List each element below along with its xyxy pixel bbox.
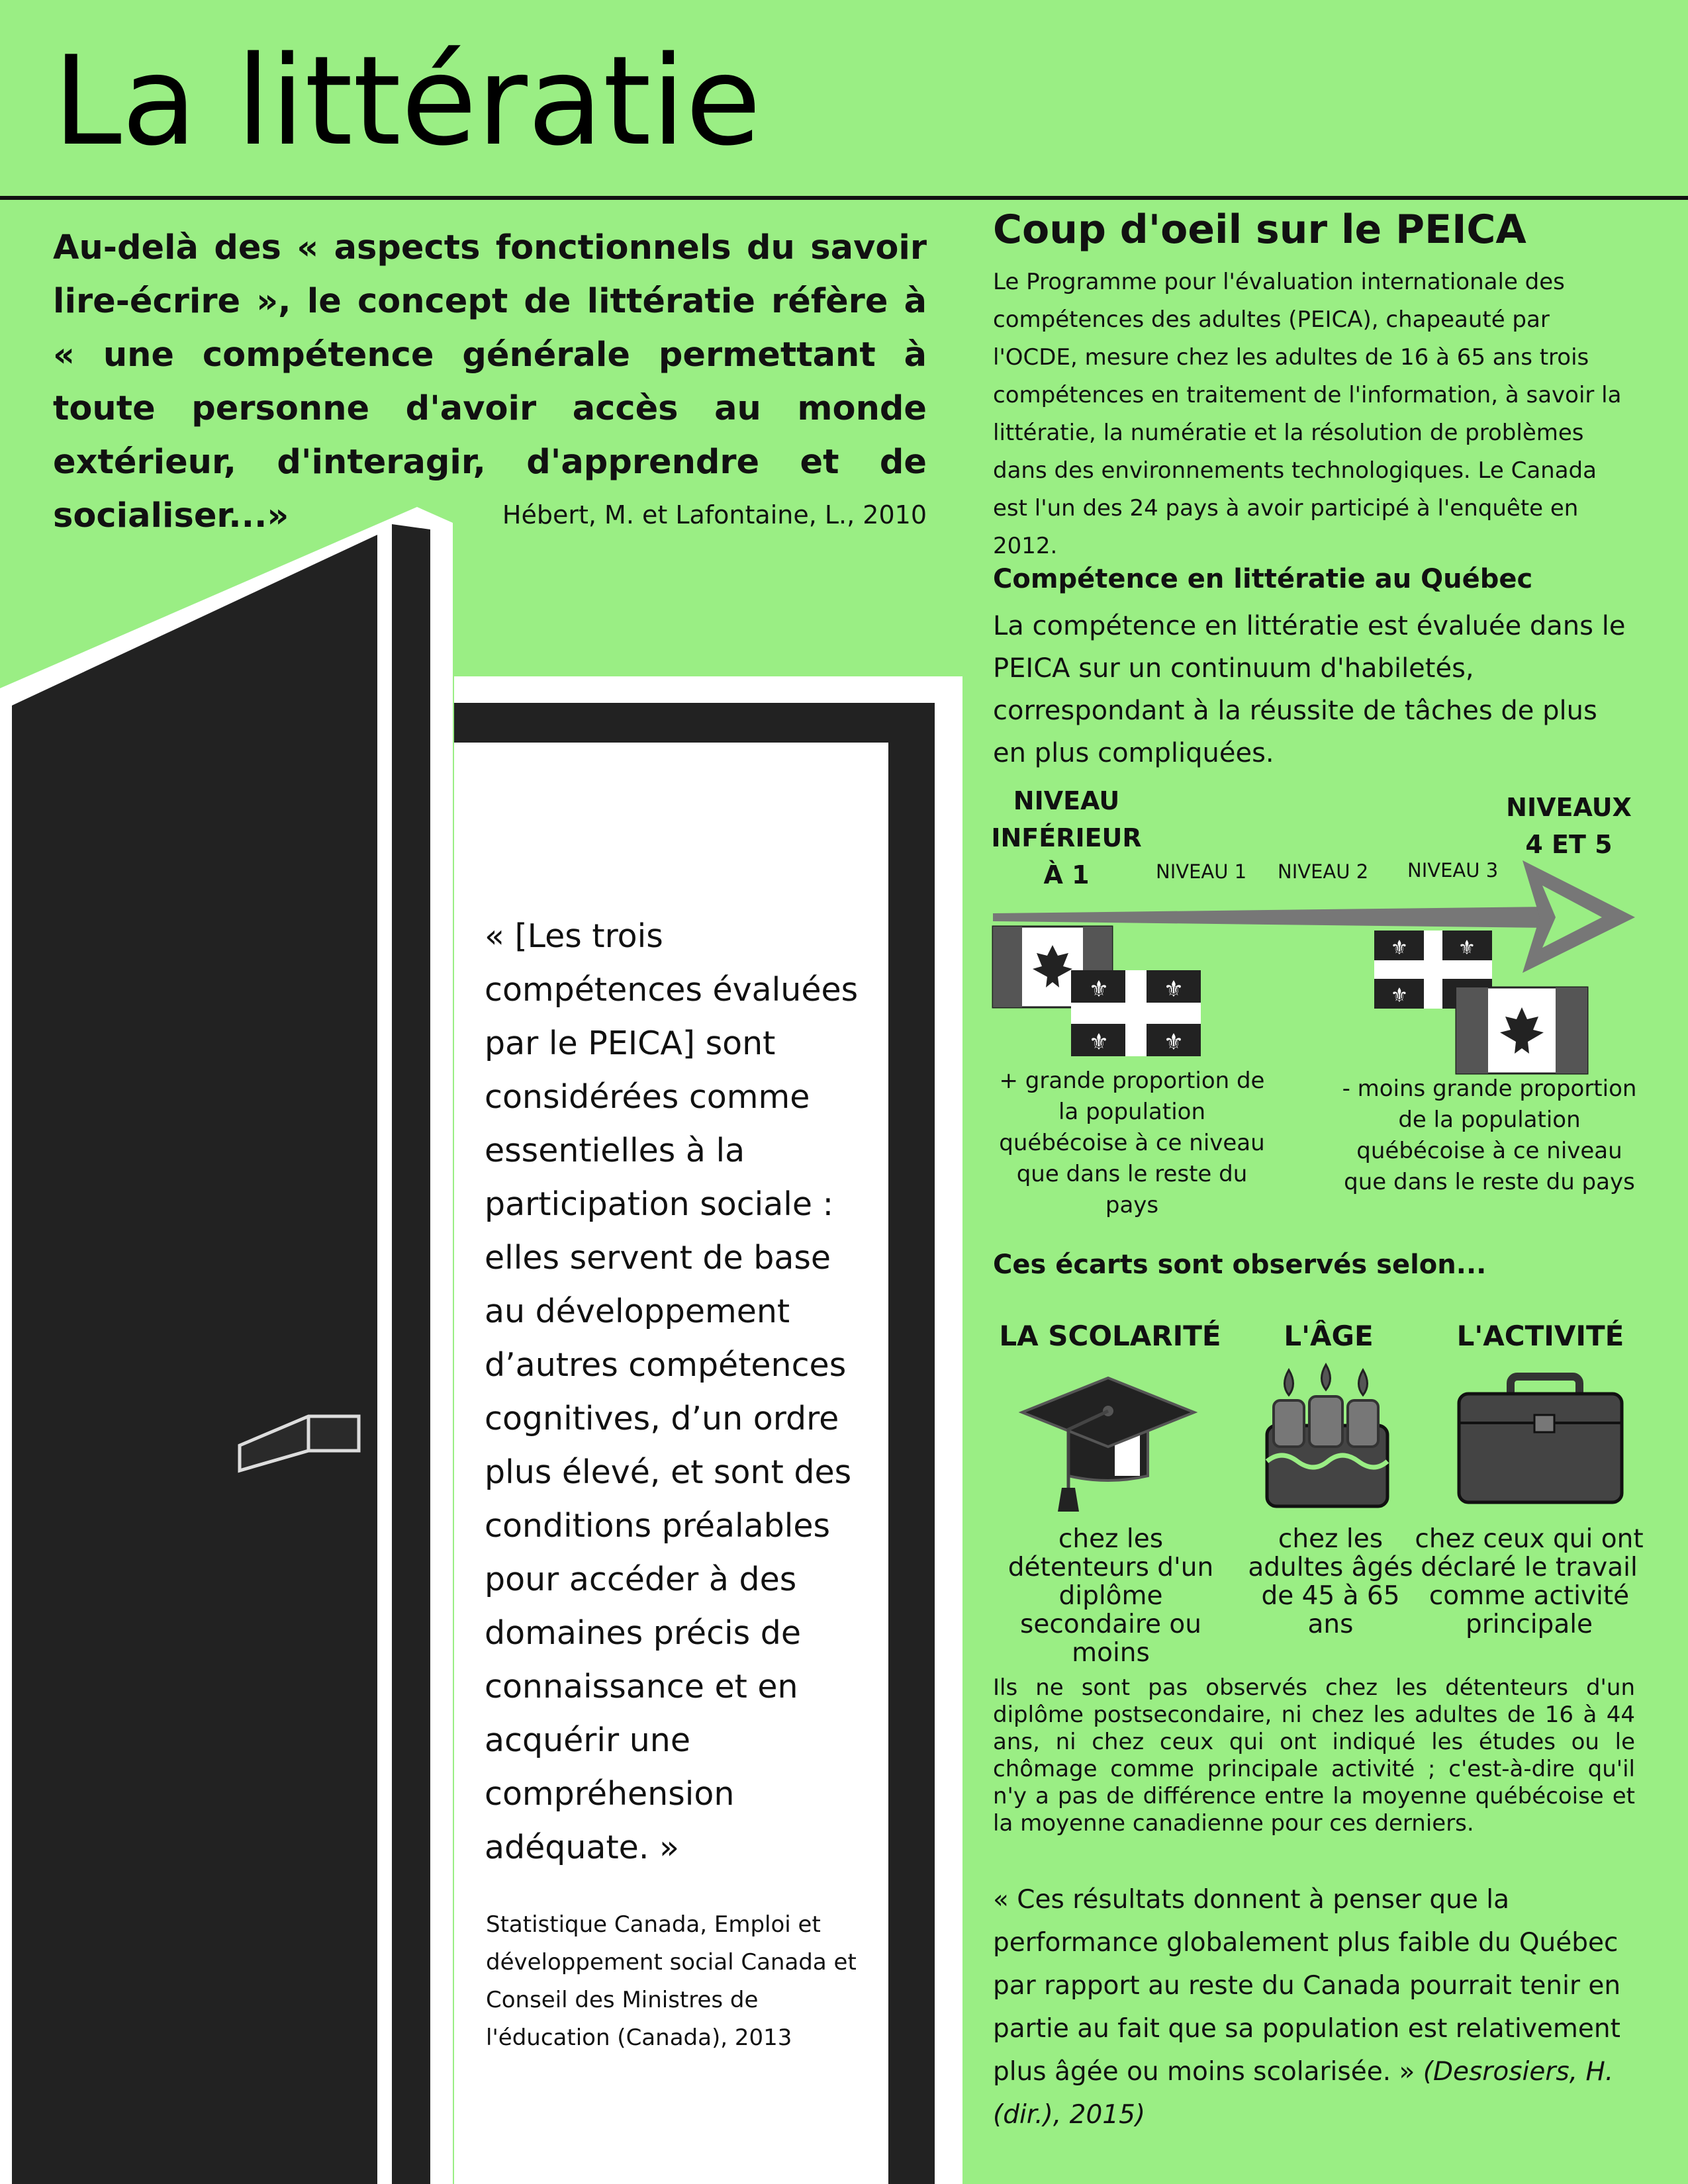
canada-flag-icon bbox=[1456, 987, 1587, 1073]
level-4-5-label: NIVEAUX 4 ET 5 bbox=[1506, 793, 1632, 859]
svg-text:⚜: ⚜ bbox=[1458, 936, 1476, 960]
factor-activity-text: chez ceux qui ont déclaré le travail comme activité principale bbox=[1415, 1524, 1644, 1639]
level-3-label: NIVEAU 3 bbox=[1407, 859, 1499, 882]
factor-age-text: chez les adultes âgés de 45 à 65 ans bbox=[1248, 1524, 1413, 1639]
title-divider bbox=[0, 196, 1688, 200]
graduation-cap-icon bbox=[1022, 1378, 1194, 1512]
quebec-flag-icon bbox=[1071, 970, 1201, 1056]
factor-education-text: chez les détenteurs d'un diplôme secondaire ou moins bbox=[1008, 1524, 1214, 1668]
svg-text:⚜: ⚜ bbox=[1390, 936, 1409, 960]
intro-citation: Hébert, M. et Lafontaine, L., 2010 bbox=[502, 500, 927, 529]
level-below-1-label: NIVEAU INFÉRIEUR À 1 bbox=[991, 786, 1142, 889]
factor-activity-title: L'ACTIVITÉ bbox=[1456, 1320, 1624, 1352]
door-edge bbox=[392, 524, 430, 2184]
door-citation: Statistique Canada, Emploi et développement social Canada et Conseil des Ministres de l'éducation (Canada), 2013 bbox=[486, 1911, 857, 2051]
intro-quote: Au-delà des « aspects fonctionnels du savoir lire-écrire », le concept de littératie réfère à « une compétence générale permettant à toute personne d'avoir accès au monde extérieur, d'interagir, d'apprendre et de socialiser...» bbox=[53, 228, 927, 535]
door-quote: « [Les trois compétences évaluées par le PEICA] sont considérées comme essentielles à la participation sociale : elles servent de base au développement d’autres compétences cognitives, d’un ordre plus élevé, et sont des conditions préalables pour accéder à des domaines précis de connaissance et en acquérir une compréhension adéquate. » bbox=[485, 917, 859, 1866]
final-quote bbox=[993, 1878, 1628, 2136]
level-1-label: NIVEAU 1 bbox=[1156, 860, 1247, 883]
factor-icons bbox=[980, 1357, 1642, 1522]
final-quote-text: « Ces résultats donnent à penser que la performance globalement plus faible du Québec par rapport au reste du Canada pourrait tenir en partie au fait que sa population est relativement plus âgée ou moins scolarisée. » bbox=[993, 1885, 1621, 2087]
high-level-note: - moins grande proportion de la population québécoise à ce niveau que dans le reste du pays bbox=[1342, 1075, 1637, 1195]
factor-education-title: LA SCOLARITÉ bbox=[999, 1320, 1221, 1352]
briefcase-icon bbox=[1459, 1377, 1622, 1502]
svg-text:⚜: ⚜ bbox=[1163, 976, 1184, 1003]
svg-text:⚜: ⚜ bbox=[1390, 984, 1409, 1007]
factors-heading: Ces écarts sont observés selon... bbox=[993, 1250, 1487, 1280]
door-leaf bbox=[12, 535, 377, 2184]
level-2-label: NIVEAU 2 bbox=[1278, 860, 1369, 883]
low-level-note: + grande proportion de la population québécoise à ce niveau que dans le reste du pays bbox=[999, 1068, 1265, 1218]
page-title: La littératie bbox=[53, 29, 761, 173]
literacy-description: La compétence en littératie est évaluée dans le PEICA sur un continuum d'habiletés, correspondant à la réussite de tâches de plus en plus compliquées. bbox=[993, 611, 1626, 768]
literacy-heading: Compétence en littératie au Québec bbox=[993, 564, 1533, 594]
factor-age-title: L'ÂGE bbox=[1284, 1320, 1374, 1352]
svg-text:⚜: ⚜ bbox=[1088, 976, 1109, 1003]
svg-text:⚜: ⚜ bbox=[1163, 1029, 1184, 1056]
birthday-cake-icon bbox=[1267, 1365, 1387, 1506]
peica-title: Coup d'oeil sur le PEICA bbox=[993, 206, 1526, 253]
peica-description: Le Programme pour l'évaluation internationale des compétences des adultes (PEICA), chapeauté par l'OCDE, mesure chez les adultes de 16 à 65 ans trois compétences en traitement de l'information, à savoir la littératie, la numératie et la résolution de problèmes dans des environnements technologiques. Le Canada est l'un des 24 pays à avoir participé à l'enquête en 2012. bbox=[993, 269, 1622, 559]
scale-arrow-shaft bbox=[993, 907, 1549, 928]
final-quote-citation: (Desrosiers, H. (dir.), 2015) bbox=[993, 2057, 1614, 2130]
svg-text:⚜: ⚜ bbox=[1088, 1029, 1109, 1056]
not-observed-paragraph: Ils ne sont pas observés chez les détenteurs d'un diplôme postsecondaire, ni chez les adultes de 16 à 44 ans, ni chez ceux qui ont indiqué les études ou le chômage comme principale activité ; c'est-à-dire qu'il n'y a pas de différence entre la moyenne québécoise et la moyenne canadienne pour ces derniers. bbox=[993, 1674, 1635, 1837]
